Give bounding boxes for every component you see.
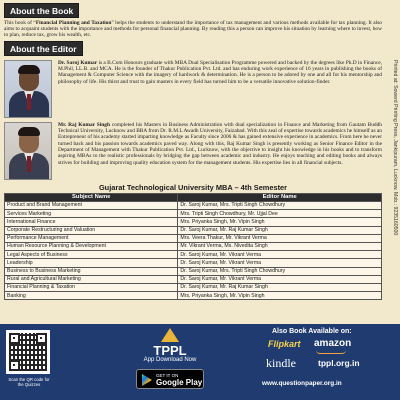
google-play-badge[interactable]: GET IT ON Google Play: [136, 369, 204, 389]
editor-cell: Dr. Saroj Kumar, Mr. Raj Kumar Singh: [178, 283, 382, 291]
subject-cell: Legal Aspects of Business: [5, 251, 178, 259]
editor-cell: Dr. Saroj Kumar, Mrs. Tripti Singh Chowdhury: [178, 267, 382, 275]
editor2-block: [4, 121, 382, 181]
subject-column-header: Subject Name: [5, 193, 178, 201]
tppl-logo-icon: [161, 328, 179, 342]
qr-code[interactable]: [6, 330, 50, 374]
subject-cell: Human Resource Planning & Development: [5, 243, 178, 251]
subject-cell: Rural and Agricultural Marketing: [5, 275, 178, 283]
subject-cell: Leadership: [5, 259, 178, 267]
editor-cell: Mrs. Tripti Singh Chowdhury, Mr. Ujjal Dee: [178, 210, 382, 218]
subject-cell: International Finance: [5, 218, 178, 226]
table-row: [5, 259, 382, 267]
table-row: [5, 292, 382, 300]
printer-side-text: Printed at: Sowerd Printing Press, Jankipuram, Lucknow. Mob.: 9235160500: [392, 60, 398, 236]
editor2-photo: [4, 122, 52, 180]
subject-cell: Performance Management: [5, 234, 178, 242]
table-row: [5, 234, 382, 242]
tppl-logo: TPPL: [128, 328, 212, 358]
table-row: [5, 275, 382, 283]
editor-cell: Dr. Saroj Kumar, Mr. Raj Kumar Singh: [178, 226, 382, 234]
editor-cell: Mrs. Priyanka Singh, Mr. Vipin Singh: [178, 218, 382, 226]
play-store-icon: [142, 374, 152, 386]
editor2-bio: Mr. Raj Kumar Singh completed his Masters in Business Administration with dual specialization in Finance and Marketing from Gautam Buddh Technical University, Lucknow and BBA from Dr. R.M.L Awadh University, Faizabad. With this zeal of expertise towards academics he himself as an Entrepreneur of his academy started imparting knowledge as Faculty since 2006 & has gained extensive experience in academics. From here he never turned back and his passion towards academics paved way. Along with this, Raj Kumar Singh is presently working as Senior Finance Editor in the Department of Management with Thakur Publication Pvt. Ltd., Lucknow, with the objective to insight his knowledge in his books and to transform aspiring MBAs to the realistic professionals by bridging the gap between academic and industry. He enjoys teaching and editing books and always strives for building and improving quality education system for the management students. His expertise lies in all financial subjects.: [58, 121, 382, 166]
editor2-name: Mr. Raj Kumar Singh: [58, 121, 110, 128]
content-column: [4, 0, 382, 300]
amazon-smile-icon: [316, 350, 346, 354]
also-available-text: Also Book Available on:: [272, 328, 352, 335]
editor-cell: Dr. Saroj Kumar, Mr. Vikrant Verma: [178, 259, 382, 267]
table-title: Gujarat Technological University MBA – 4th Semester: [98, 182, 288, 192]
tppl-website-link[interactable]: tppl.org.in: [318, 358, 360, 368]
subject-cell: Services Marketing: [5, 210, 178, 218]
subject-cell: Corporate Restructuring and Valuation: [5, 226, 178, 234]
table-row: [5, 218, 382, 226]
flipkart-logo[interactable]: Flipkart: [268, 339, 301, 349]
table-row: [5, 251, 382, 259]
editor-cell: Mr. Vikrant Verma, Ms. Nivedita Singh: [178, 243, 382, 251]
subject-cell: Product and Brand Management: [5, 202, 178, 210]
footer-band: [0, 324, 400, 400]
about-book-text: This book of “Financial Planning and Taxation” helps the students to understand the importance of tax management and various methods available for tax planning. It also aims to acquaint students with the importance and methods for personal financial planning. By reading this a person can improve his situation by learning where to invest, how to plan, reduce tax, grow his wealth, etc.: [4, 19, 383, 39]
subject-cell: Banking: [5, 292, 178, 300]
editor-cell: Dr. Saroj Kumar, Mr. Vikrant Verma: [178, 251, 382, 259]
subject-cell: Financial Planning & Taxation: [5, 283, 178, 291]
table-row: [5, 243, 382, 251]
editor-column-header: Editor Name: [178, 193, 382, 201]
subject-cell: Business to Business Marketing: [5, 267, 178, 275]
editor1-photo: [4, 60, 52, 118]
editor-cell: Dr. Saroj Kumar, Mrs. Tripti Singh Chowdhury: [178, 202, 382, 210]
about-editor-heading: About the Editor: [4, 41, 83, 56]
questionpaper-website-link[interactable]: www.questionpaper.org.in: [262, 380, 342, 387]
app-download-text: App Download Now: [143, 357, 197, 363]
table-row: [5, 283, 382, 291]
editor-cell: Mrs. Priyanka Singh, Mr. Vipin Singh: [178, 292, 382, 300]
table-row: [5, 210, 382, 218]
editor-cell: Dr. Saroj Kumar, Mr. Vikrant Verma: [178, 275, 382, 283]
table-row: [5, 226, 382, 234]
kindle-logo[interactable]: kindle: [266, 356, 296, 370]
table-row: [5, 267, 382, 275]
book-title-bold: Financial Planning and Taxation: [35, 19, 112, 26]
qr-caption: Scan the QR code for the Quizzes: [8, 377, 50, 387]
editor1-name: Dr. Saroj Kumar: [58, 59, 98, 66]
editor1-block: [4, 59, 382, 119]
editor1-bio: Dr. Saroj Kumar is a B.Com Honours graduate with MBA Dual Specialisation Programme powered and backed by the degrees like Ph.D in Finance, M.Phil, LL.B. and MCA. He is the founder of Thakur Publication Pvt. Ltd. and has enduring work experience of 16 years in publishing the books of Management & Computer Science with the imagery of hardwork & determination. He is a person to be adored by one and all for his mentorship and philosophy of life. His thirst and trust to gain masters in every field has turned him to be a versatile innovative solution-finder.: [58, 59, 382, 85]
amazon-logo[interactable]: amazon: [314, 338, 351, 349]
editor-cell: Mrs. Veera Thakur, Mr. Vikrant Verma: [178, 234, 382, 242]
table-row: [5, 202, 382, 210]
subject-table: [4, 193, 382, 300]
subject-table-body: [5, 202, 382, 300]
about-book-heading: About the Book: [4, 3, 79, 18]
